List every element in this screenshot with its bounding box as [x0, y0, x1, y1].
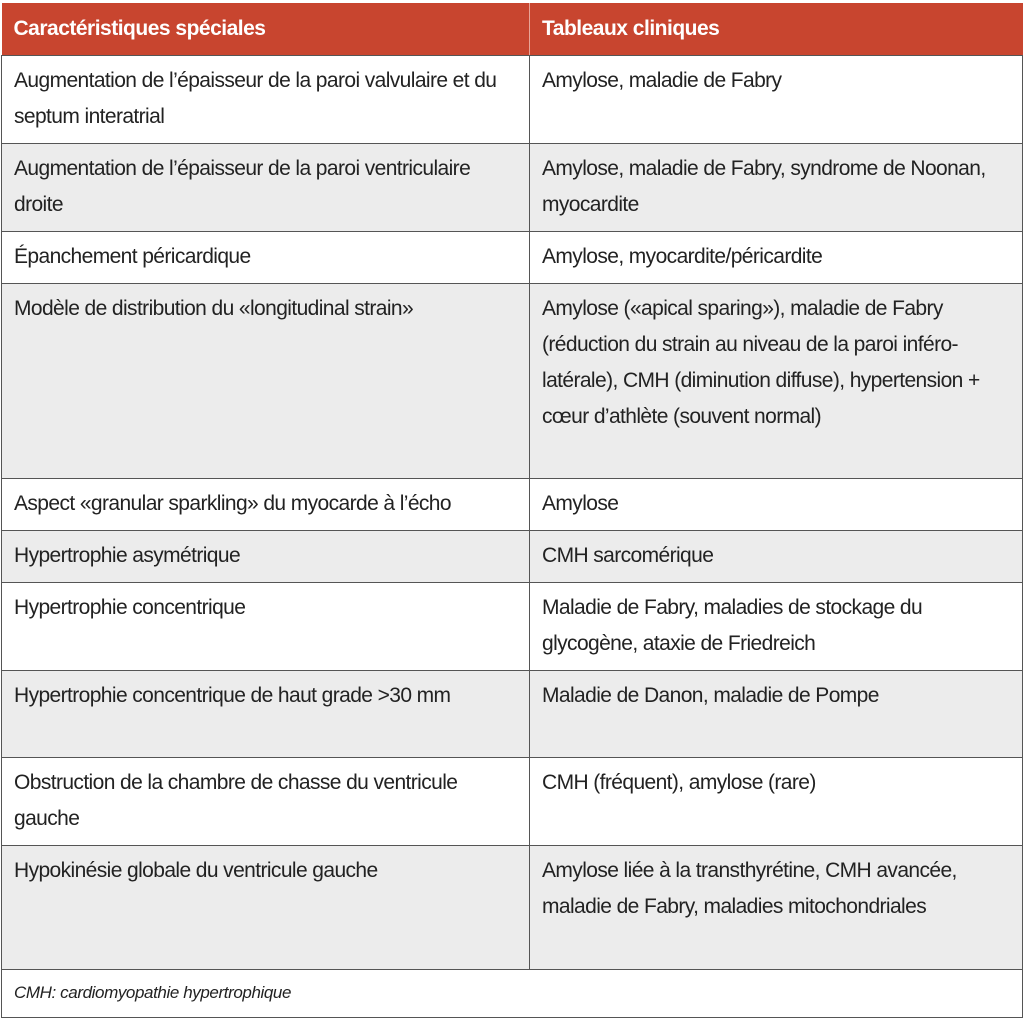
conditions-cell: Amylose, maladie de Fabry, syndrome de Noonan, myocardite	[530, 144, 1023, 232]
feature-cell: Épanchement péricardique	[2, 232, 530, 284]
feature-cell: Obstruction de la chambre de chasse du ventricule gauche	[2, 758, 530, 846]
table-row	[2, 846, 1023, 970]
conditions-cell: Maladie de Danon, maladie de Pompe	[530, 671, 1023, 758]
conditions-cell: Amylose («apical sparing»), maladie de Fabry (réduction du strain au niveau de la paroi inféro-latérale), CMH (diminution diffuse), hypertension + cœur d’athlète (souvent normal)	[530, 284, 1023, 479]
table-row	[2, 284, 1023, 479]
conditions-cell: Maladie de Fabry, maladies de stockage du glycogène, ataxie de Friedreich	[530, 583, 1023, 671]
footnote: CMH: cardiomyopathie hypertrophique	[2, 970, 1023, 1018]
conditions-cell: CMH (fréquent), amylose (rare)	[530, 758, 1023, 846]
table-row	[2, 144, 1023, 232]
header-special-features: Caractéristiques spéciales	[2, 3, 530, 56]
conditions-cell: Amylose	[530, 479, 1023, 531]
feature-cell: Aspect «granular sparkling» du myocarde à l’écho	[2, 479, 530, 531]
feature-cell: Hypokinésie globale du ventricule gauche	[2, 846, 530, 970]
table-row	[2, 758, 1023, 846]
feature-cell: Augmentation de l’épaisseur de la paroi valvulaire et du septum interatrial	[2, 56, 530, 144]
header-clinical-pictures: Tableaux cliniques	[530, 3, 1023, 56]
table-row	[2, 531, 1023, 583]
table-row	[2, 671, 1023, 758]
table-header-row	[2, 3, 1023, 56]
footnote-row	[2, 970, 1023, 1018]
conditions-cell: Amylose, maladie de Fabry	[530, 56, 1023, 144]
conditions-cell: Amylose liée à la transthyrétine, CMH avancée, maladie de Fabry, maladies mitochondriales	[530, 846, 1023, 970]
conditions-cell: CMH sarcomérique	[530, 531, 1023, 583]
table-row	[2, 479, 1023, 531]
clinical-features-table	[1, 3, 1023, 1018]
table-row	[2, 56, 1023, 144]
table-row	[2, 232, 1023, 284]
feature-cell: Hypertrophie asymétrique	[2, 531, 530, 583]
feature-cell: Modèle de distribution du «longitudinal strain»	[2, 284, 530, 479]
table-row	[2, 583, 1023, 671]
feature-cell: Augmentation de l’épaisseur de la paroi ventriculaire droite	[2, 144, 530, 232]
conditions-cell: Amylose, myocardite/péricardite	[530, 232, 1023, 284]
feature-cell: Hypertrophie concentrique de haut grade >30 mm	[2, 671, 530, 758]
feature-cell: Hypertrophie concentrique	[2, 583, 530, 671]
